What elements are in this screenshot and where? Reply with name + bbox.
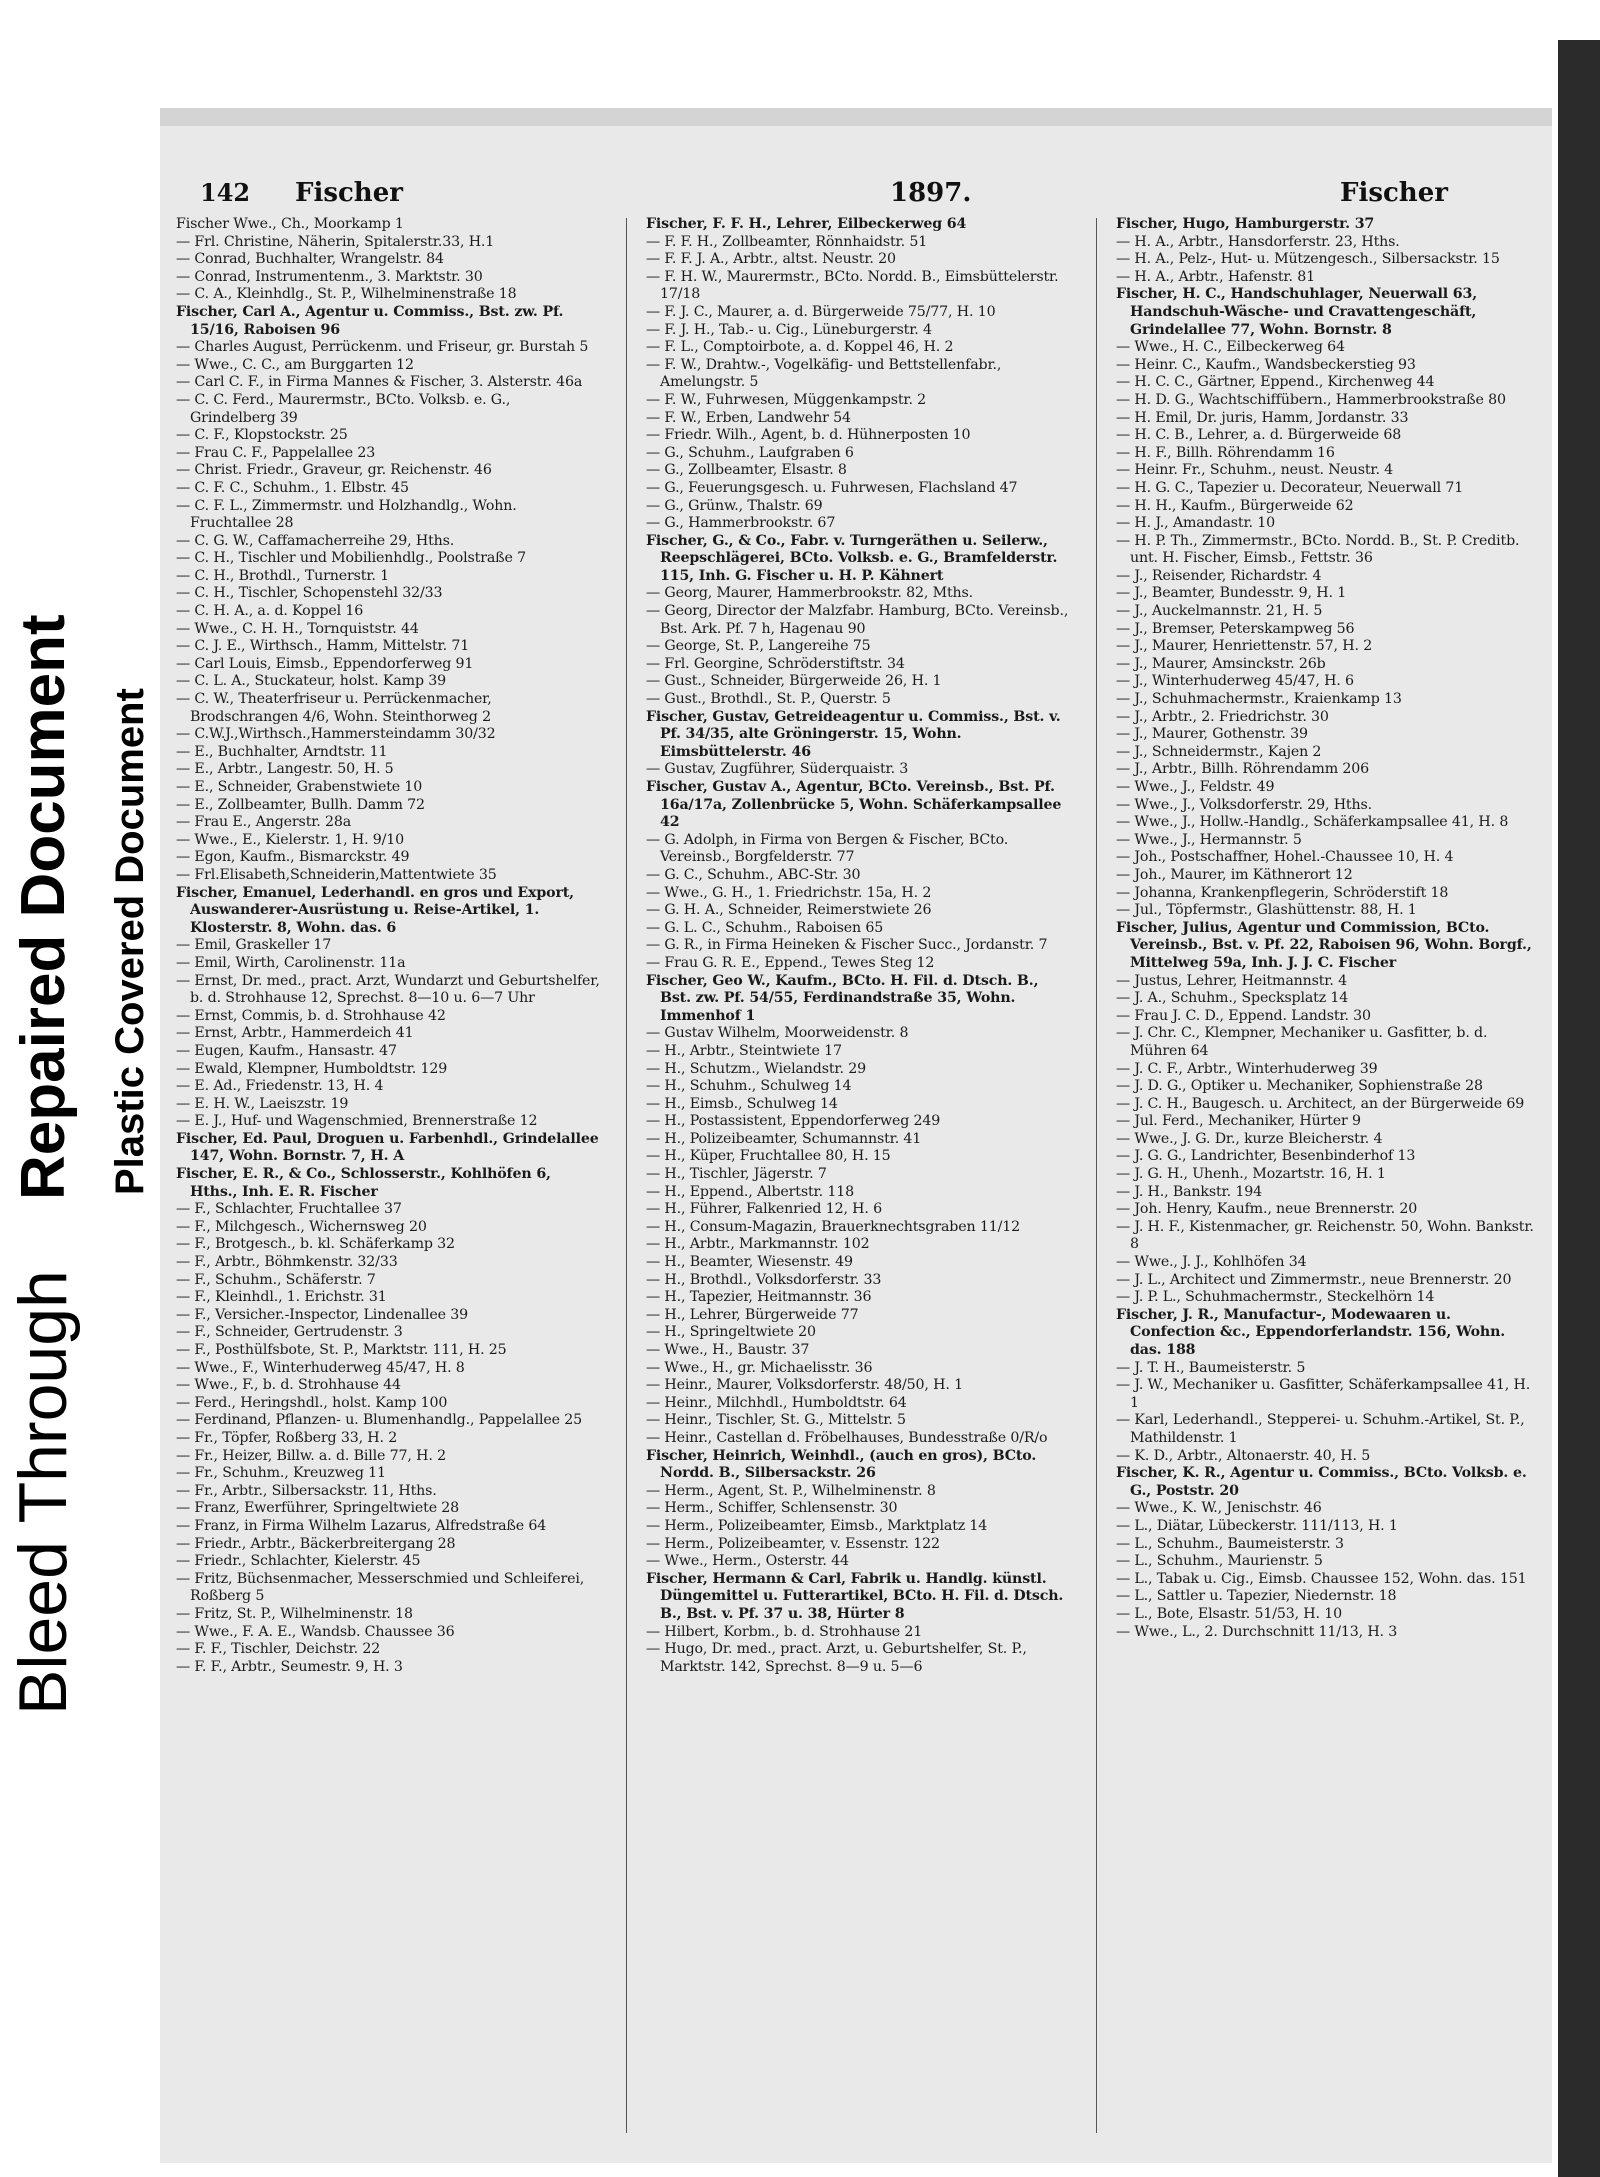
directory-entry: — Fritz, Büchsenmacher, Messerschmied und Schleiferei, Roßberg 5 — [176, 1570, 585, 1605]
directory-entry: — H., Polizeibeamter, Schumannstr. 41 — [646, 1130, 922, 1147]
directory-entry: — F. J. C., Maurer, a. d. Bürgerweide 75/77, H. 10 — [646, 303, 996, 320]
header-name-left: Fischer — [295, 178, 403, 208]
directory-entry: — F. F. J. A., Arbtr., altst. Neustr. 20 — [646, 251, 896, 268]
directory-entry: — F. J. H., Tab.- u. Cig., Lüneburgerstr. 4 — [646, 321, 932, 338]
directory-entry: — J., Winterhuderweg 45/47, H. 6 — [1116, 673, 1354, 690]
directory-entry: — J. P. L., Schuhmachermstr., Steckelhörn 14 — [1116, 1289, 1435, 1306]
directory-entry: — J., Auckelmannstr. 21, H. 5 — [1116, 603, 1323, 620]
directory-entry: — Ferdinand, Pflanzen- u. Blumenhandlg., Pappelallee 25 — [176, 1412, 582, 1429]
directory-entry: — C. F., Klopstockstr. 25 — [176, 427, 348, 444]
directory-entry: — E., Zollbeamter, Bullh. Damm 72 — [176, 796, 425, 813]
directory-entry: — G., Feuerungsgesch. u. Fuhrwesen, Flachsland 47 — [646, 479, 1018, 496]
directory-entry: — H., Eimsb., Schulweg 14 — [646, 1095, 838, 1112]
directory-entry: Fischer, Carl A., Agentur u. Commiss., Bst. zw. Pf. 15/16, Raboisen 96 — [176, 303, 564, 338]
directory-entry: — Fritz, St. P., Wilhelminenstr. 18 — [176, 1605, 413, 1622]
directory-entry: — Gust., Brothdl., St. P., Querstr. 5 — [646, 691, 891, 708]
directory-entry: — H. A., Arbtr., Hansdorferstr. 23, Hths. — [1116, 233, 1400, 250]
directory-entry: — F., Kleinhdl., 1. Erichstr. 31 — [176, 1289, 387, 1306]
directory-entry: — Justus, Lehrer, Heitmannstr. 4 — [1116, 972, 1347, 989]
page-number: 142 — [200, 178, 251, 207]
directory-entry: — H., Arbtr., Markmannstr. 102 — [646, 1236, 870, 1253]
directory-entry: — Gust., Schneider, Bürgerweide 26, H. 1 — [646, 673, 942, 690]
directory-entry: — F. W., Drahtw.-, Vogelkäfig- und Bettstellenfabr., Amelungstr. 5 — [646, 356, 1002, 391]
directory-entry: — F., Arbtr., Böhmkenstr. 32/33 — [176, 1254, 398, 1271]
directory-entry: — J., Maurer, Henriettenstr. 57, H. 2 — [1116, 638, 1373, 655]
directory-entry: — J., Schuhmachermstr., Kraienkamp 13 — [1116, 691, 1402, 708]
directory-entry: — H. H., Kaufm., Bürgerweide 62 — [1116, 497, 1354, 514]
directory-entry: — J., Beamter, Bundesstr. 9, H. 1 — [1116, 585, 1347, 602]
directory-entry: — L., Schuhm., Maurienstr. 5 — [1116, 1553, 1323, 1570]
directory-entry: — Heinr., Tischler, St. G., Mittelstr. 5 — [646, 1412, 906, 1429]
directory-entry: — Georg, Director der Malzfabr. Hamburg, BCto. Vereinsb., Bst. Ark. Pf. 7 h, Hagenau 90 — [646, 603, 1069, 637]
directory-entry: — Wwe., C. H. H., Tornquiststr. 44 — [176, 620, 419, 637]
directory-entry: — Carl Louis, Eimsb., Eppendorferweg 91 — [176, 655, 474, 672]
directory-entry: — Hugo, Dr. med., pract. Arzt, u. Geburtshelfer, St. P., Marktstr. 142, Sprechst. 8—9 u. 5—6 — [646, 1641, 1027, 1675]
directory-entry: — H., Schutzm., Wielandstr. 29 — [646, 1060, 866, 1077]
directory-entry: — Frau C. F., Pappelallee 23 — [176, 444, 376, 461]
directory-entry: — Heinr., Castellan d. Fröbelhauses, Bundesstraße 0/R/o — [646, 1429, 1048, 1446]
directory-entry: — J., Maurer, Amsinckstr. 26b — [1116, 655, 1326, 672]
directory-entry: — F. F., Arbtr., Seumestr. 9, H. 3 — [176, 1658, 403, 1675]
directory-entry: — F., Schuhm., Schäferstr. 7 — [176, 1271, 376, 1288]
directory-entry: Fischer, G., & Co., Fabr. v. Turngeräthen u. Seilerw., Reepschlägerei, BCto. Volksb. e. G., Bramfelderstr. 115, Inh. G. Fischer u. H. P. Kähnert — [646, 532, 1058, 584]
directory-entry: — J. A., Schuhm., Specksplatz 14 — [1116, 990, 1349, 1007]
directory-entry: — H., Springeltwiete 20 — [646, 1324, 816, 1341]
directory-entry: — L., Schuhm., Baumeisterstr. 3 — [1116, 1535, 1344, 1552]
directory-entry: Fischer, Hermann & Carl, Fabrik u. Handlg. künstl. Düngemittel u. Futterartikel, BCto. H. Fil. d. Dtsch. B., Bst. v. Pf. 37 u. 38, Hürter 8 — [646, 1570, 1064, 1622]
page-header — [180, 178, 1536, 218]
directory-entry: — G., Zollbeamter, Elsastr. 8 — [646, 462, 847, 479]
directory-entry: — Eugen, Kaufm., Hansastr. 47 — [176, 1042, 397, 1059]
directory-entry: — J., Maurer, Gothenstr. 39 — [1116, 726, 1308, 743]
directory-entry: — J., Schneidermstr., Kajen 2 — [1116, 743, 1322, 760]
directory-entry: — G., Grünw., Thalstr. 69 — [646, 497, 823, 514]
directory-entry: — Frl. Georgine, Schröderstiftstr. 34 — [646, 655, 905, 672]
directory-entry: — C. C. Ferd., Maurermstr., BCto. Volksb. e. G., Grindelberg 39 — [176, 391, 511, 426]
directory-entry: — Egon, Kaufm., Bismarckstr. 49 — [176, 849, 410, 866]
directory-entry: — G., Hammerbrookstr. 67 — [646, 515, 836, 532]
directory-entry: — Wwe., Herm., Osterstr. 44 — [646, 1553, 849, 1570]
directory-entry: — C. J. E., Wirthsch., Hamm, Mittelstr. 71 — [176, 638, 470, 655]
directory-entry: — Wwe., F., Winterhuderweg 45/47, H. 8 — [176, 1359, 465, 1376]
directory-entry: — Friedr., Arbtr., Bäckerbreitergang 28 — [176, 1535, 456, 1552]
directory-entry: — F., Versicher.-Inspector, Lindenallee 39 — [176, 1306, 469, 1323]
directory-entry: — Frau J. C. D., Eppend. Landstr. 30 — [1116, 1007, 1371, 1024]
directory-entry: Fischer, H. C., Handschuhlager, Neuerwall 63, Handschuh-Wäsche- und Cravattengeschäft, Grindelallee 77, Wohn. Bornstr. 8 — [1116, 286, 1478, 338]
directory-entry: Fischer, J. R., Manufactur-, Modewaaren u. Confection &c., Eppendorferlandstr. 156, Wohn. das. 188 — [1116, 1306, 1506, 1358]
directory-entry: — G. R., in Firma Heineken & Fischer Succ., Jordanstr. 7 — [646, 937, 1048, 954]
directory-entry: — J. Chr. C., Klempner, Mechaniker u. Gasfitter, b. d. Mühren 64 — [1116, 1025, 1488, 1059]
directory-entry: — Ferd., Heringshdl., holst. Kamp 100 — [176, 1394, 448, 1411]
directory-entry: — C.W.J.,Wirthsch.,Hammersteindamm 30/32 — [176, 726, 496, 743]
directory-entry: — C. F. L., Zimmermstr. und Holzhandlg., Wohn. Fruchtallee 28 — [176, 497, 517, 532]
directory-entry: — H., Postassistent, Eppendorferweg 249 — [646, 1113, 941, 1130]
directory-entry: Fischer Wwe., Ch., Moorkamp 1 — [176, 216, 404, 232]
directory-entry: — H., Consum-Magazin, Brauerknechtsgraben 11/12 — [646, 1218, 1020, 1235]
directory-entry: — K. D., Arbtr., Altonaerstr. 40, H. 5 — [1116, 1447, 1371, 1464]
directory-entry: — C. A., Kleinhdlg., St. P., Wilhelminenstraße 18 — [176, 286, 517, 303]
directory-entry: — C. H., Tischler, Schopenstehl 32/33 — [176, 585, 443, 602]
directory-entry: — J. L., Architect und Zimmermstr., neue Brennerstr. 20 — [1116, 1271, 1512, 1288]
directory-entry: — C. H., Brothdl., Turnerstr. 1 — [176, 567, 390, 584]
directory-entry: — Carl C. F., in Firma Mannes & Fischer, 3. Alsterstr. 46a — [176, 374, 583, 391]
directory-entry: — Fr., Heizer, Billw. a. d. Bille 77, H. 2 — [176, 1447, 446, 1464]
directory-entry: — G. H. A., Schneider, Reimerstwiete 26 — [646, 902, 932, 919]
column-divider — [626, 218, 627, 2133]
directory-entry: — Christ. Friedr., Graveur, gr. Reichenstr. 46 — [176, 462, 492, 479]
directory-entry: — H., Lehrer, Bürgerweide 77 — [646, 1306, 859, 1323]
directory-entry: — Hilbert, Korbm., b. d. Strohhause 21 — [646, 1623, 923, 1640]
directory-entry: — J. G. H., Uhenh., Mozartstr. 16, H. 1 — [1116, 1166, 1386, 1183]
directory-entry: — H., Küper, Fruchtallee 80, H. 15 — [646, 1148, 891, 1165]
directory-entry: — Ernst, Commis, b. d. Strohhause 42 — [176, 1007, 446, 1024]
directory-entry: — Wwe., F. A. E., Wandsb. Chaussee 36 — [176, 1623, 455, 1640]
directory-entry: — Ewald, Klempner, Humboldtstr. 129 — [176, 1060, 448, 1077]
directory-entry: — Wwe., E., Kielerstr. 1, H. 9/10 — [176, 831, 405, 848]
directory-entry: — C. L. A., Stuckateur, holst. Kamp 39 — [176, 673, 446, 690]
directory-entry: — Wwe., L., 2. Durchschnitt 11/13, H. 3 — [1116, 1623, 1398, 1640]
directory-entry: — Fr., Schuhm., Kreuzweg 11 — [176, 1465, 386, 1482]
directory-entry: — J. W., Mechaniker u. Gasfitter, Schäferkampsallee 41, H. 1 — [1116, 1377, 1531, 1411]
directory-entry: — H. A., Pelz-, Hut- u. Mützengesch., Silbersackstr. 15 — [1116, 251, 1500, 268]
directory-entry: — Friedr. Wilh., Agent, b. d. Hühnerposten 10 — [646, 427, 971, 444]
directory-entry: — Herm., Polizeibeamter, Eimsb., Marktplatz 14 — [646, 1517, 988, 1534]
directory-entry: Fischer, F. F. H., Lehrer, Eilbeckerweg 64 — [646, 216, 967, 232]
header-name-right: Fischer — [1340, 178, 1448, 208]
directory-entry: — Wwe., J. J., Kohlhöfen 34 — [1116, 1254, 1307, 1271]
directory-entry: — Frau G. R. E., Eppend., Tewes Steg 12 — [646, 954, 935, 971]
directory-entry: — Emil, Wirth, Carolinenstr. 11a — [176, 954, 406, 971]
directory-entry: — H., Führer, Falkenried 12, H. 6 — [646, 1201, 882, 1218]
directory-entry: Fischer, Geo W., Kaufm., BCto. H. Fil. d. Dtsch. B., Bst. zw. Pf. 54/55, Ferdinandstraße 35, Wohn. Immenhof 1 — [646, 972, 1039, 1024]
directory-entry: — Wwe., J. G. Dr., kurze Bleicherstr. 4 — [1116, 1130, 1383, 1147]
directory-entry: — L., Diätar, Lübeckerstr. 111/113, H. 1 — [1116, 1517, 1398, 1534]
directory-entry: — J., Reisender, Richardstr. 4 — [1116, 567, 1322, 584]
directory-entry: — F. F. H., Zollbeamter, Rönnhaidstr. 51 — [646, 233, 928, 250]
directory-entry: — Ernst, Dr. med., pract. Arzt, Wundarzt und Geburtshelfer, b. d. Strohhause 12, Sprechst. 8—10 u. 6—7 Uhr — [176, 972, 600, 1007]
directory-entry: — J., Arbtr., Billh. Röhrendamm 206 — [1116, 761, 1370, 778]
directory-entry: — Ernst, Arbtr., Hammerdeich 41 — [176, 1025, 414, 1042]
directory-page — [160, 108, 1552, 2163]
directory-entry: — C. G. W., Caffamacherreihe 29, Hths. — [176, 532, 455, 549]
directory-entry: — Wwe., C. C., am Burggarten 12 — [176, 356, 414, 373]
directory-entry: — C. F. C., Schuhm., 1. Elbstr. 45 — [176, 479, 409, 496]
directory-entry: — F. W., Fuhrwesen, Müggenkampstr. 2 — [646, 391, 927, 408]
directory-entry: — Heinr. Fr., Schuhm., neust. Neustr. 4 — [1116, 462, 1394, 479]
directory-entry: — E. J., Huf- und Wagenschmied, Brennerstraße 12 — [176, 1113, 538, 1130]
directory-entry: — Gustav Wilhelm, Moorweidenstr. 8 — [646, 1025, 909, 1042]
directory-entry: Fischer, Gustav A., Agentur, BCto. Vereinsb., Bst. Pf. 16a/17a, Zollenbrücke 5, Wohn. Schäferkampsallee 42 — [646, 779, 1062, 831]
directory-entry: — G. Adolph, in Firma von Bergen & Fischer, BCto. Vereinsb., Borgfelderstr. 77 — [646, 831, 1009, 866]
directory-entry: — J., Arbtr., 2. Friedrichstr. 30 — [1116, 708, 1329, 725]
directory-entry: — Heinr., Milchhdl., Humboldtstr. 64 — [646, 1394, 907, 1411]
directory-entry: — Wwe., J., Hollw.-Handlg., Schäferkampsallee 41, H. 8 — [1116, 814, 1509, 831]
directory-entry: — F. H. W., Maurermstr., BCto. Nordd. B., Eimsbüttelerstr. 17/18 — [646, 268, 1059, 303]
directory-entry: — C. H., Tischler und Mobilienhdlg., Poolstraße 7 — [176, 550, 526, 567]
directory-entry: — H. D. G., Wachtschiffübern., Hammerbrookstraße 80 — [1116, 391, 1506, 408]
directory-entry: — E. Ad., Friedenstr. 13, H. 4 — [176, 1078, 384, 1095]
directory-entry: Fischer, K. R., Agentur u. Commiss., BCto. Volksb. e. G., Poststr. 20 — [1116, 1465, 1527, 1499]
directory-entry: — H. J., Amandastr. 10 — [1116, 515, 1276, 532]
directory-entry: — H., Tapezier, Heitmannstr. 36 — [646, 1289, 872, 1306]
directory-entry: — Jul., Töpfermstr., Glashüttenstr. 88, H. 1 — [1116, 902, 1417, 919]
directory-entry: Fischer, Gustav, Getreideagentur u. Commiss., Bst. v. Pf. 34/35, alte Gröningerstr. 15, Wohn. Eimsbüttelerstr. 46 — [646, 708, 1061, 760]
directory-entry: — H. Emil, Dr. juris, Hamm, Jordanstr. 33 — [1116, 409, 1409, 426]
directory-entry: — E., Arbtr., Langestr. 50, H. 5 — [176, 761, 394, 778]
directory-entry: — Wwe., H., gr. Michaelisstr. 36 — [646, 1359, 873, 1376]
page-top-shadow — [160, 108, 1552, 126]
directory-entry: — C. H. A., a. d. Koppel 16 — [176, 603, 364, 620]
directory-entry: — Frau E., Angerstr. 28a — [176, 814, 352, 831]
side-labels — [0, 0, 160, 2177]
directory-entry: — Franz, Ewerführer, Springeltwiete 28 — [176, 1500, 460, 1517]
directory-entry: — Joh., Postschaffner, Hohel.-Chaussee 10, H. 4 — [1116, 849, 1454, 866]
directory-entry: — Wwe., F., b. d. Strohhause 44 — [176, 1377, 401, 1394]
column-1 — [176, 216, 600, 2141]
directory-entry: — J. G. G., Landrichter, Besenbinderhof 13 — [1116, 1148, 1416, 1165]
directory-entry: — H. P. Th., Zimmermstr., BCto. Nordd. B., St. P. Creditb. unt. H. Fischer, Eimsb., Fettstr. 36 — [1116, 532, 1520, 567]
directory-entry: — Charles August, Perrückenm. und Friseur, gr. Burstah 5 — [176, 339, 589, 356]
directory-entry: — Herm., Schiffer, Schlensenstr. 30 — [646, 1500, 898, 1517]
directory-entry: — Wwe., J., Hermannstr. 5 — [1116, 831, 1302, 848]
directory-entry: — F., Posthülfsbote, St. P., Marktstr. 111, H. 25 — [176, 1342, 507, 1358]
directory-entry: — L., Bote, Elsastr. 51/53, H. 10 — [1116, 1605, 1342, 1622]
directory-entry: — Johanna, Krankenpflegerin, Schröderstift 18 — [1116, 884, 1449, 901]
directory-entry: — H., Brothdl., Volksdorferstr. 33 — [646, 1271, 882, 1288]
directory-entry: — J. D. G., Optiker u. Mechaniker, Sophienstraße 28 — [1116, 1078, 1483, 1095]
directory-entry: — G. C., Schuhm., ABC-Str. 30 — [646, 866, 861, 883]
column-divider — [1096, 218, 1097, 2133]
directory-entry: — Herm., Agent, St. P., Wilhelminenstr. 8 — [646, 1482, 936, 1499]
directory-entry: — H., Tischler, Jägerstr. 7 — [646, 1166, 827, 1183]
directory-entry: — Emil, Graskeller 17 — [176, 937, 332, 954]
directory-entry: Fischer, Heinrich, Weinhdl., (auch en gros), BCto. Nordd. B., Silbersackstr. 26 — [646, 1447, 1037, 1482]
scan-dark-edge — [1558, 40, 1600, 2177]
directory-entry: — H., Beamter, Wiesenstr. 49 — [646, 1254, 853, 1271]
directory-entry: — H., Arbtr., Steintwiete 17 — [646, 1042, 842, 1059]
directory-entry: — Wwe., J., Volksdorferstr. 29, Hths. — [1116, 796, 1372, 813]
directory-entry: — F. F., Tischler, Deichstr. 22 — [176, 1641, 381, 1658]
directory-entry: — H. C. C., Gärtner, Eppend., Kirchenweg 44 — [1116, 374, 1435, 391]
directory-entry: — Wwe., H., Baustr. 37 — [646, 1342, 810, 1358]
directory-entry: — Joh. Henry, Kaufm., neue Brennerstr. 20 — [1116, 1201, 1418, 1218]
directory-entry: — F., Schlachter, Fruchtallee 37 — [176, 1201, 402, 1218]
directory-entry: — Joh., Maurer, im Käthnerort 12 — [1116, 866, 1353, 883]
directory-entry: — C. W., Theaterfriseur u. Perrückenmacher, Brodschrangen 4/6, Wohn. Steinthorweg 2 — [176, 691, 492, 725]
directory-entry: — H. C. B., Lehrer, a. d. Bürgerweide 68 — [1116, 427, 1402, 444]
directory-entry: — Jul. Ferd., Mechaniker, Hürter 9 — [1116, 1113, 1361, 1130]
directory-entry: — Conrad, Instrumentenm., 3. Marktstr. 30 — [176, 268, 483, 285]
directory-entry: — E., Schneider, Grabenstwiete 10 — [176, 779, 423, 795]
directory-columns — [176, 216, 1542, 2146]
directory-entry: — L., Sattler u. Tapezier, Niedernstr. 18 — [1116, 1588, 1397, 1605]
directory-entry: — F. L., Comptoirbote, a. d. Koppel 46, H. 2 — [646, 339, 954, 356]
directory-entry: — L., Tabak u. Cig., Eimsb. Chaussee 152, Wohn. das. 151 — [1116, 1570, 1527, 1587]
header-year: 1897. — [890, 178, 972, 208]
directory-entry: — F., Milchgesch., Wichernsweg 20 — [176, 1218, 427, 1235]
directory-entry: — Wwe., G. H., 1. Friedrichstr. 15a, H. 2 — [646, 884, 932, 901]
directory-entry: — Herm., Polizeibeamter, v. Essenstr. 122 — [646, 1535, 940, 1552]
directory-entry: — Wwe., K. W., Jenischstr. 46 — [1116, 1500, 1322, 1517]
directory-entry: — J. C. H., Baugesch. u. Architect, an der Bürgerweide 69 — [1116, 1095, 1525, 1112]
directory-entry: — H. G. C., Tapezier u. Decorateur, Neuerwall 71 — [1116, 479, 1464, 496]
directory-entry: — G., Schuhm., Laufgraben 6 — [646, 444, 854, 461]
directory-entry: — Wwe., J., Feldstr. 49 — [1116, 779, 1275, 795]
directory-entry: — J. H., Bankstr. 194 — [1116, 1183, 1262, 1200]
directory-entry: — Friedr., Schlachter, Kielerstr. 45 — [176, 1553, 421, 1570]
directory-entry: — Georg, Maurer, Hammerbrookstr. 82, Mths. — [646, 585, 974, 602]
directory-entry: — J. C. F., Arbtr., Winterhuderweg 39 — [1116, 1060, 1378, 1077]
directory-entry: Fischer, Julius, Agentur und Commission, BCto. Vereinsb., Bst. v. Pf. 22, Raboisen 96, Wohn. Borgf., Mittelweg 59a, Inh. J. J. C. Fischer — [1116, 919, 1532, 971]
directory-entry: — Heinr. C., Kaufm., Wandsbeckerstieg 93 — [1116, 356, 1416, 373]
directory-entry: — Gustav, Zugführer, Süderquaistr. 3 — [646, 761, 909, 778]
directory-entry: — G. L. C., Schuhm., Raboisen 65 — [646, 919, 884, 936]
directory-entry: Fischer, Ed. Paul, Droguen u. Farbenhdl., Grindelallee 147, Wohn. Bornstr. 7, H. A — [176, 1130, 599, 1165]
directory-entry: — Wwe., H. C., Eilbeckerweg 64 — [1116, 339, 1345, 356]
directory-entry: — F., Schneider, Gertrudenstr. 3 — [176, 1324, 403, 1341]
directory-entry: — Fr., Töpfer, Roßberg 33, H. 2 — [176, 1429, 398, 1446]
directory-entry: — H. A., Arbtr., Hafenstr. 81 — [1116, 268, 1315, 285]
directory-entry: — F., Brotgesch., b. kl. Schäferkamp 32 — [176, 1236, 455, 1253]
directory-entry: — George, St. P., Langereihe 75 — [646, 638, 871, 655]
directory-entry: — F. W., Erben, Landwehr 54 — [646, 409, 851, 426]
label-repaired-document: Repaired Document — [9, 614, 78, 1200]
directory-entry: — Frl.Elisabeth,Schneiderin,Mattentwiete 35 — [176, 866, 497, 883]
directory-entry: — Franz, in Firma Wilhelm Lazarus, Alfredstraße 64 — [176, 1517, 547, 1534]
directory-entry: — Fr., Arbtr., Silbersackstr. 11, Hths. — [176, 1482, 437, 1499]
label-bleed-through: Bleed Through — [5, 1270, 81, 1715]
directory-entry: — Karl, Lederhandl., Stepperei- u. Schuhm.-Artikel, St. P., Mathildenstr. 1 — [1116, 1412, 1525, 1446]
directory-entry: — J. T. H., Baumeisterstr. 5 — [1116, 1359, 1306, 1376]
directory-entry: Fischer, E. R., & Co., Schlosserstr., Kohlhöfen 6, Hths., Inh. E. R. Fischer — [176, 1166, 551, 1200]
directory-entry: Fischer, Emanuel, Lederhandl. en gros und Export, Auswanderer-Ausrüstung u. Reise-Artikel, 1. Klosterstr. 8, Wohn. das. 6 — [176, 884, 574, 936]
directory-entry: — J., Bremser, Peterskampweg 56 — [1116, 620, 1355, 637]
directory-entry: — H. F., Billh. Röhrendamm 16 — [1116, 444, 1335, 461]
directory-entry: Fischer, Hugo, Hamburgerstr. 37 — [1116, 216, 1375, 232]
directory-entry: — J. H. F., Kistenmacher, gr. Reichenstr. 50, Wohn. Bankstr. 8 — [1116, 1218, 1534, 1253]
directory-entry: — Frl. Christine, Näherin, Spitalerstr.33, H.1 — [176, 233, 495, 250]
column-3 — [1116, 216, 1540, 2141]
label-plastic-covered-document: Plastic Covered Document — [108, 688, 152, 1195]
directory-entry: — E. H. W., Laeiszstr. 19 — [176, 1095, 349, 1112]
directory-entry: — Conrad, Buchhalter, Wrangelstr. 84 — [176, 251, 444, 268]
column-2 — [646, 216, 1070, 2141]
directory-entry: — H., Schuhm., Schulweg 14 — [646, 1078, 852, 1095]
directory-entry: — Heinr., Maurer, Volksdorferstr. 48/50, H. 1 — [646, 1377, 963, 1394]
directory-entry: — E., Buchhalter, Arndtstr. 11 — [176, 743, 388, 760]
directory-entry: — H., Eppend., Albertstr. 118 — [646, 1183, 854, 1200]
